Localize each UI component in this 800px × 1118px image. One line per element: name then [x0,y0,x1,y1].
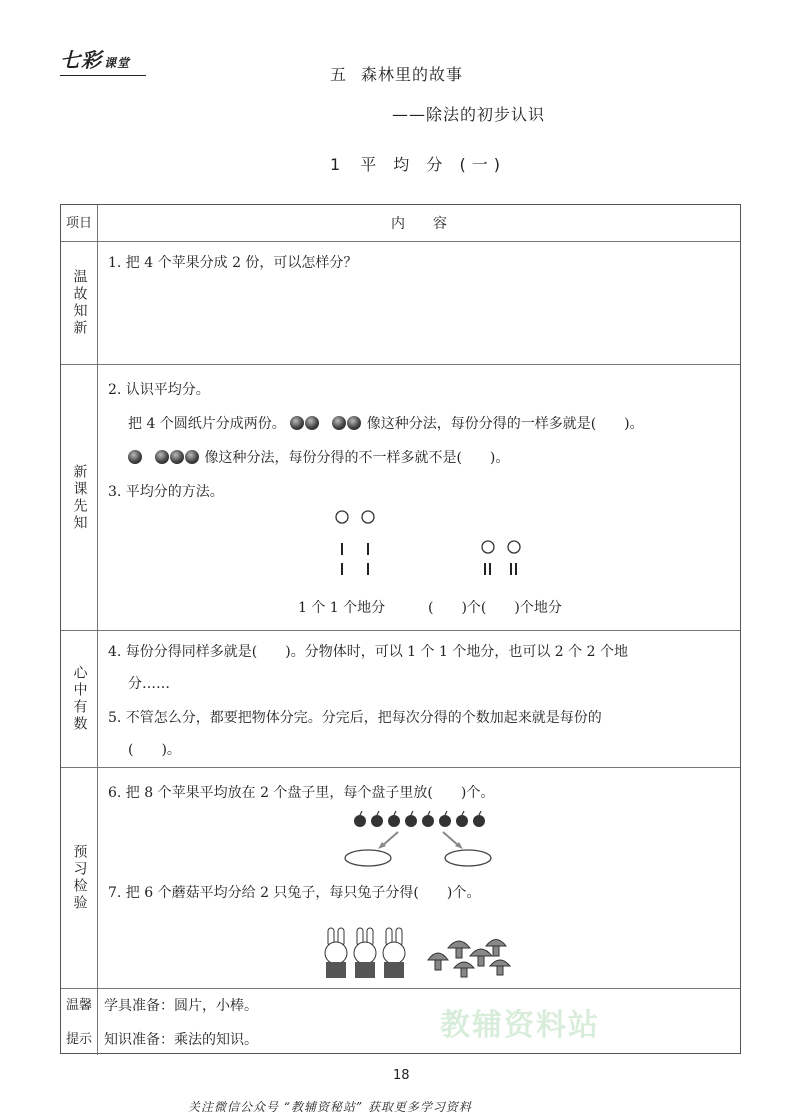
question-5-line-1: 5. 不管怎么分，都要把物体分完。分完后，把每次分得的个数加起来就是每份的 [108,710,602,726]
disc-icon [347,416,361,430]
sharing-method-illustration [98,505,742,585]
lesson-title [330,152,506,175]
two-by-two-diagram [482,541,520,575]
mushroom-icon [428,953,448,960]
plate-icon [445,850,491,866]
unit-subtitle: ——除法的初步认识 [392,105,546,124]
disc-icon [128,450,142,464]
mushroom-icon [454,962,474,968]
section-preview [61,768,740,989]
mushroom-icon [493,946,499,956]
lesson-number: 1 [330,155,347,174]
plate-icon [345,850,391,866]
arrow-icon [443,832,459,846]
mushroom-icon [470,949,492,956]
disc-icon [185,450,199,464]
mushroom-icon [497,966,503,975]
disc-group-even [290,416,362,432]
tips-knowledge: 知识准备：乘法的知识。 [104,1032,258,1048]
section-review [61,242,740,365]
circle-icon [362,511,374,523]
apple-icon [388,815,400,827]
mushroom-icon [490,960,510,966]
section-tips-label: 温馨 提示 [65,997,92,1047]
question-5-line-2: ( )。 [128,742,181,758]
question-3: 3. 平均分的方法。 [108,484,224,500]
one-by-one-diagram [336,511,374,575]
rabbit-icon [325,928,347,978]
apples-plates-illustration [98,808,742,872]
section-new-lesson-label: 新课先知 [71,463,88,532]
circle-icon [482,541,494,553]
apple-icon [371,815,383,827]
page-number: 18 [393,1068,410,1083]
rabbit-icon [354,928,376,978]
mushroom-icon [435,960,441,970]
mushroom-group [428,940,510,978]
header-content-label: 内 容 [391,216,447,232]
apple-icon [439,815,451,827]
apple-icon [473,815,485,827]
mushroom-icon [448,941,470,948]
logo-main-text: 七彩 [60,48,102,72]
footer-note: 关注微信公众号 “教辅资秘站” 获取更多学习资料 [188,1100,472,1114]
mushroom-icon [478,956,484,966]
disc-group-uneven [128,450,200,466]
method-caption-right: ( )个( )个地分 [428,600,562,616]
question-1: 1. 把 4 个苹果分成 2 份，可以怎样分？ [108,255,358,271]
disc-icon [290,416,304,430]
header-item-label: 项日 [65,215,92,231]
disc-icon [305,416,319,430]
disc-icon [155,450,169,464]
tips-tools: 学具准备：圆片，小棒。 [104,998,258,1014]
rabbits-mushrooms-illustration [98,908,742,980]
apple-icon [405,815,417,827]
uneven-split-line [128,447,509,467]
disc-icon [170,450,184,464]
circle-icon [336,511,348,523]
section-mind-label: 心中有数 [71,665,88,733]
section-preview-label: 预习检验 [71,844,88,912]
disc-icon [332,416,346,430]
mushroom-icon [461,968,467,977]
uneven-split-text: 像这种分法，每份分得的不一样多就不是( )。 [204,450,510,466]
unit-name: 森林里的故事 [361,65,464,84]
even-split-line [128,413,644,433]
section-review-label: 温故知新 [71,269,88,337]
arrow-icon [382,832,398,846]
unit-title [330,62,463,85]
unit-number: 五 [330,65,348,84]
even-split-text: 像这种分法，每份分得的一样多就是( )。 [366,416,644,432]
question-4-line-1: 4. 每份分得同样多就是( )。分物体时，可以 1 个 1 个地分，也可以 2 个 2 个地 [108,644,628,660]
question-4-line-2: 分…… [128,676,170,692]
logo-underline [60,75,146,76]
apple-icon [422,815,434,827]
section-new-lesson [61,365,740,631]
question-6: 6. 把 8 个苹果平均放在 2 个盘子里，每个盘子里放( )个。 [108,785,495,801]
question-2: 2. 认识平均分。 [108,382,210,398]
mushroom-icon [456,948,462,958]
publisher-logo [60,44,148,76]
section-mind [61,631,740,768]
method-caption-left: 1 个 1 个地分 [298,600,386,616]
question-7: 7. 把 6 个蘑菇平均分给 2 只兔子，每只兔子分得( )个。 [108,885,481,901]
apple-icon [354,815,366,827]
logo-sub-text: 课堂 [104,56,131,70]
circle-icon [508,541,520,553]
rabbit-icon [383,928,405,978]
header-item-cell [61,205,98,241]
table-header-row [61,205,740,242]
even-split-intro: 把 4 个圆纸片分成两份。 [128,416,286,432]
mushroom-icon [486,940,506,947]
worksheet-table [60,204,741,1054]
apple-row [354,811,485,827]
watermark: 教辅资料站 [440,1008,600,1043]
section-tips [61,989,740,1055]
lesson-name: 平 均 分 (一) [360,155,506,174]
apple-icon [456,815,468,827]
